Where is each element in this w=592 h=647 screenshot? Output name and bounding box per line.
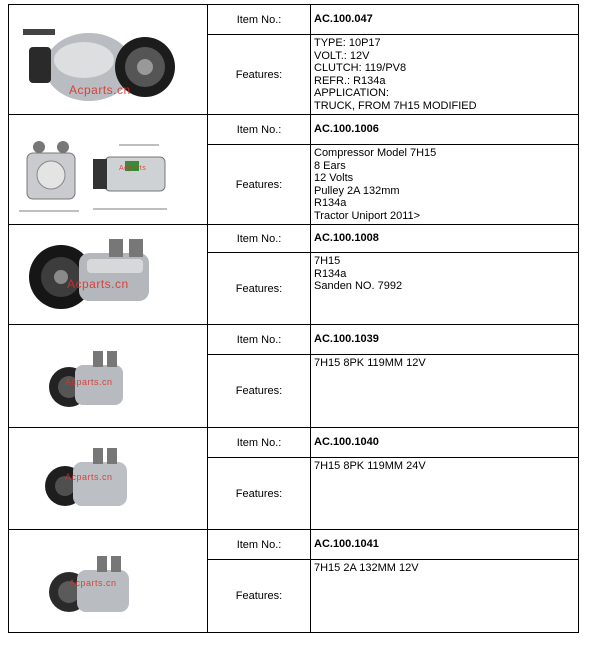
product-image-cell — [9, 115, 208, 225]
product-image-cell — [9, 325, 208, 428]
features-list — [311, 355, 579, 428]
item-no-label: Item No.: — [208, 530, 311, 560]
table-row — [9, 325, 579, 355]
features-list — [311, 560, 579, 633]
compressor-photo — [9, 5, 207, 115]
item-number: AC.100.1006 — [311, 115, 579, 145]
features-list — [311, 145, 579, 225]
features-label: Features: — [208, 458, 311, 530]
features-label: Features: — [208, 253, 311, 325]
features-list — [311, 458, 579, 530]
table-row — [9, 5, 579, 35]
features-label: Features: — [208, 145, 311, 225]
features-label: Features: — [208, 35, 311, 115]
item-no-label: Item No.: — [208, 5, 311, 35]
item-no-label: Item No.: — [208, 325, 311, 355]
table-row — [9, 115, 579, 145]
feature-line: 12 Volts — [314, 172, 354, 184]
feature-line: R134a — [314, 197, 347, 209]
feature-line: TYPE: 10P17 — [314, 37, 381, 49]
watermark-text: Acparts — [119, 165, 147, 172]
table-row — [9, 428, 579, 458]
feature-line: Pulley 2A 132mm — [314, 184, 400, 197]
item-number: AC.100.1041 — [311, 530, 579, 560]
features-label: Features: — [208, 355, 311, 428]
feature-line: Compressor Model 7H15 — [314, 147, 437, 159]
feature-line: VOLT.: 12V — [314, 49, 370, 62]
feature-line: 7H15 — [314, 255, 341, 267]
feature-line: 7H15 8PK 119MM 12V — [314, 357, 426, 369]
item-number: AC.100.1040 — [311, 428, 579, 458]
item-number: AC.100.047 — [311, 5, 579, 35]
watermark-text: Acparts.cn — [65, 377, 113, 387]
compressor-photo — [9, 225, 207, 325]
feature-line: 7H15 8PK 119MM 24V — [314, 460, 426, 472]
feature-line: TRUCK, FROM 7H15 MODIFIED — [314, 99, 477, 112]
feature-line: 8 Ears — [314, 159, 346, 172]
features-list — [311, 253, 579, 325]
features-label: Features: — [208, 560, 311, 633]
feature-line: APPLICATION: — [314, 87, 389, 99]
watermark-text: Acparts.cn — [69, 83, 131, 97]
feature-line: R134a — [314, 267, 347, 280]
feature-line: CLUTCH: 119/PV8 — [314, 62, 407, 74]
item-number: AC.100.1039 — [311, 325, 579, 355]
product-image-cell — [9, 225, 208, 325]
watermark-text: Acparts.cn — [65, 472, 113, 482]
item-number: AC.100.1008 — [311, 225, 579, 253]
product-image-cell — [9, 530, 208, 633]
item-no-label: Item No.: — [208, 225, 311, 253]
feature-line: Sanden NO. 7992 — [314, 280, 403, 292]
product-image-cell — [9, 428, 208, 530]
watermark-text: Acparts.cn — [67, 277, 129, 291]
table-row — [9, 225, 579, 253]
compressor-drawing — [9, 115, 207, 225]
table-row — [9, 530, 579, 560]
product-catalog-table — [8, 4, 579, 633]
item-no-label: Item No.: — [208, 115, 311, 145]
item-no-label: Item No.: — [208, 428, 311, 458]
watermark-text: Acparts.cn — [69, 578, 117, 588]
feature-line: 7H15 2A 132MM 12V — [314, 562, 419, 574]
feature-line: REFR.: R134a — [314, 74, 386, 87]
product-image-cell — [9, 5, 208, 115]
feature-line: Tractor Uniport 2011> — [314, 209, 421, 222]
features-list — [311, 35, 579, 115]
